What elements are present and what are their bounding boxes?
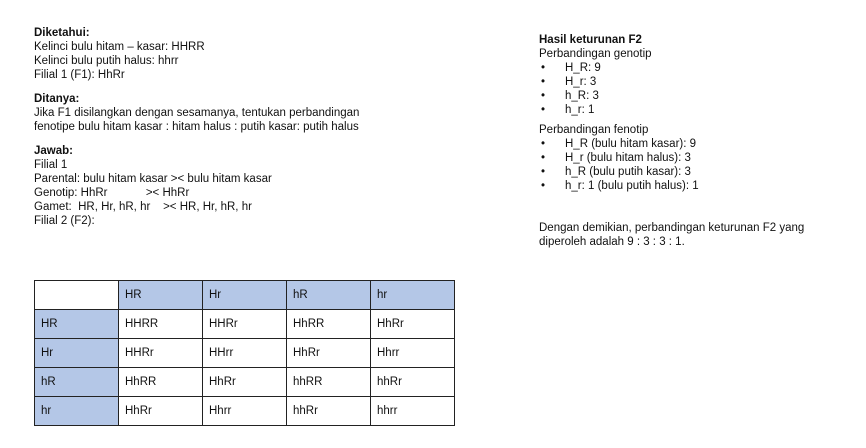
list-item: • H_r: 3 — [539, 75, 859, 89]
table-cell: HhRr — [287, 339, 371, 368]
diketahui-heading: Diketahui: — [34, 27, 90, 39]
parental-line: Parental: bulu hitam kasar >< bulu hitam kasar — [34, 173, 272, 185]
list-item: • h_r: 1 (bulu putih halus): 1 — [539, 179, 859, 193]
right-column — [539, 33, 859, 249]
left-column — [34, 26, 494, 228]
list-item: • h_r: 1 — [539, 103, 859, 117]
table-cell: HHRr — [203, 310, 287, 339]
corner-cell — [35, 281, 119, 310]
ditanya-heading: Ditanya: — [34, 93, 80, 105]
table-cell: HHRr — [119, 339, 203, 368]
table-cell: Hhrr — [203, 397, 287, 426]
column-header: Hr — [203, 281, 287, 310]
column-header: hR — [287, 281, 371, 310]
fenotip-ratio-title: Perbandingan fenotip — [539, 124, 649, 136]
table-cell: Hhrr — [371, 339, 455, 368]
filial2-label: Filial 2 (F2): — [34, 215, 95, 227]
ditanya-line: fenotipe bulu hitam kasar : hitam halus : putih kasar: putih halus — [34, 121, 359, 133]
fenotip-list — [539, 137, 859, 193]
column-header: HR — [119, 281, 203, 310]
table-cell: HhRr — [203, 368, 287, 397]
row-header: hR — [35, 368, 119, 397]
gamet-line: Gamet: HR, Hr, hR, hr >< HR, Hr, hR, hr — [34, 201, 252, 213]
table-cell: hhRr — [287, 397, 371, 426]
table-cell: HhRr — [371, 310, 455, 339]
table-cell: HhRR — [287, 310, 371, 339]
punnett-square-table — [34, 280, 455, 426]
table-row — [35, 397, 455, 426]
row-header: hr — [35, 397, 119, 426]
table-cell: HHrr — [203, 339, 287, 368]
list-item: • H_R (bulu hitam kasar): 9 — [539, 137, 859, 151]
genotip-ratio-title: Perbandingan genotip — [539, 48, 652, 60]
conclusion-line: Dengan demikian, perbandingan keturunan F2 yang — [539, 222, 805, 234]
table-row — [35, 339, 455, 368]
filial1-label: Filial 1 — [34, 159, 68, 171]
table-row — [35, 368, 455, 397]
jawab-heading: Jawab: — [34, 145, 73, 157]
table-cell: hhrr — [371, 397, 455, 426]
conclusion-line: diperoleh adalah 9 : 3 : 3 : 1. — [539, 236, 685, 248]
diketahui-line: Kelinci bulu hitam – kasar: HHRR — [34, 41, 205, 53]
table-header-row — [35, 281, 455, 310]
list-item: • h_R: 3 — [539, 89, 859, 103]
genotip-list — [539, 61, 859, 117]
list-item: • H_r (bulu hitam halus): 3 — [539, 151, 859, 165]
table-cell: HhRR — [119, 368, 203, 397]
genotip-line: Genotip: HhRr >< HhRr — [34, 187, 190, 199]
row-header: HR — [35, 310, 119, 339]
hasil-heading: Hasil keturunan F2 — [539, 34, 642, 46]
table-cell: HHRR — [119, 310, 203, 339]
table-row — [35, 310, 455, 339]
list-item: • h_R (bulu putih kasar): 3 — [539, 165, 859, 179]
table-cell: HhRr — [119, 397, 203, 426]
diketahui-line: Kelinci bulu putih halus: hhrr — [34, 55, 179, 67]
ditanya-line: Jika F1 disilangkan dengan sesamanya, tentukan perbandingan — [34, 107, 360, 119]
diketahui-line: Filial 1 (F1): HhRr — [34, 69, 125, 81]
table-cell: hhRR — [287, 368, 371, 397]
table-cell: hhRr — [371, 368, 455, 397]
list-item: • H_R: 9 — [539, 61, 859, 75]
row-header: Hr — [35, 339, 119, 368]
column-header: hr — [371, 281, 455, 310]
